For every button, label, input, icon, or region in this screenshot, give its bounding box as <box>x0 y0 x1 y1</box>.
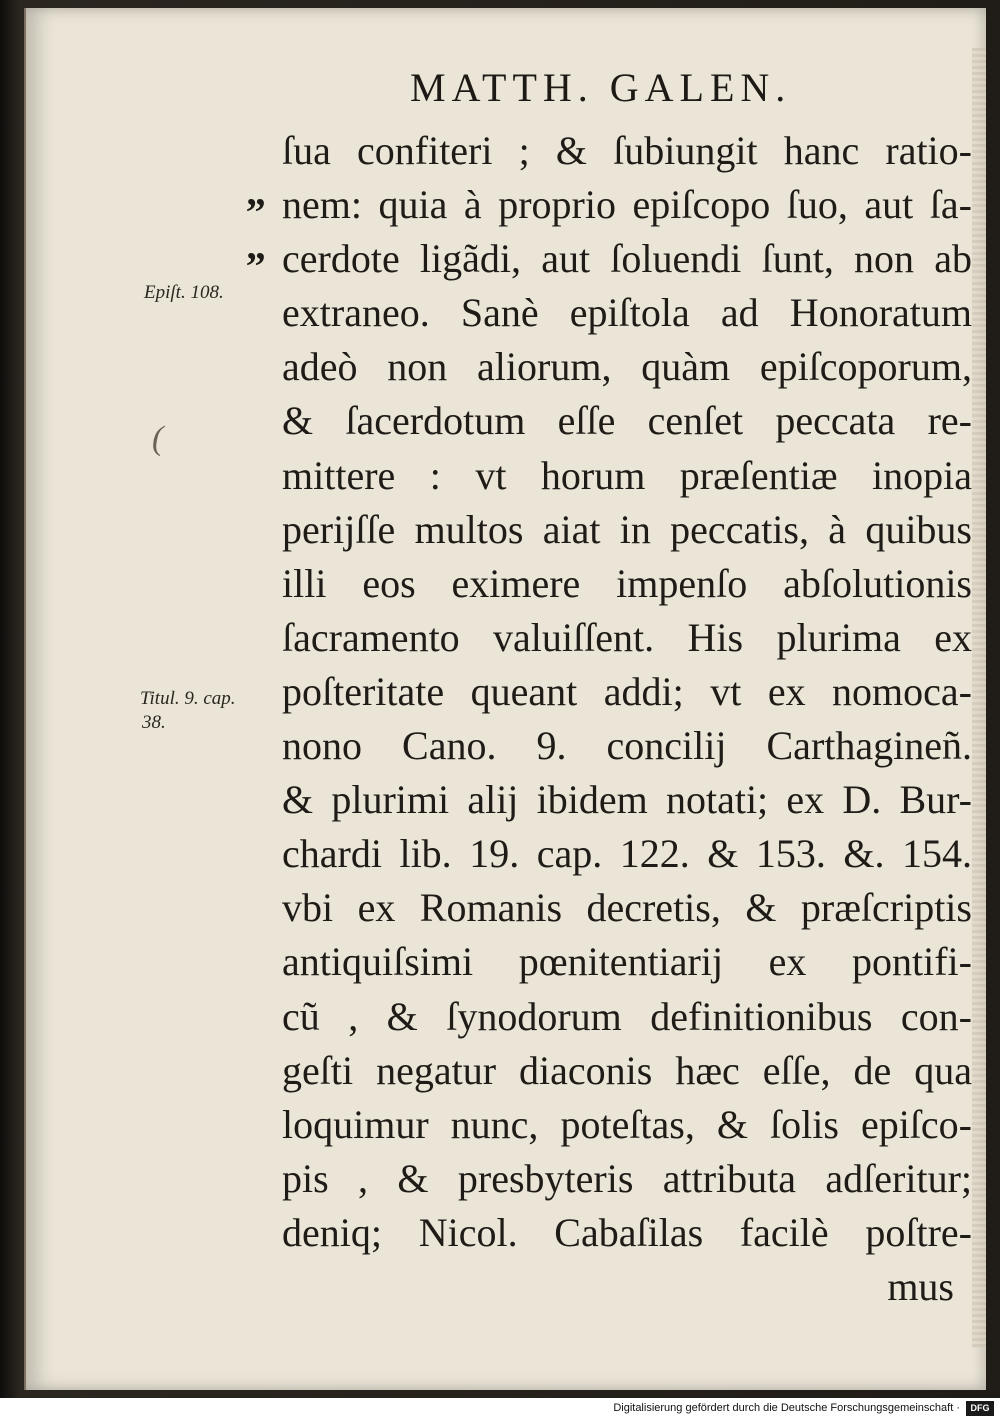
catchword: mus <box>887 1263 954 1309</box>
text-line: loquimur nunc, poteſtas, & ſolis epiſco- <box>282 1101 972 1147</box>
text-line: poſteritate queant addi; vt ex nomoca- <box>282 668 972 714</box>
text-line: vbi ex Romanis decretis, & præſcriptis <box>282 885 972 931</box>
running-head: MATTH. GALEN. <box>410 65 792 110</box>
text-line: extraneo. Sanè epiſtola ad Honoratum <box>282 290 972 336</box>
text-line: geſti negatur diaconis hæc eſſe, de qua <box>282 1047 972 1093</box>
text-line: nono Cano. 9. concilij Carthagineñ. <box>282 723 972 769</box>
margin-note-titulus: Titul. 9. cap. <box>140 688 236 709</box>
text-line: ſua confiteri ; & ſubiungit hanc ratio- <box>282 128 972 173</box>
text-line: chardi lib. 19. cap. 122. & 153. &. 154. <box>282 831 972 877</box>
text-line: adeò non aliorum, quàm epiſcoporum, <box>282 344 972 390</box>
quote-mark: „ <box>246 169 266 214</box>
text-line: cerdote ligãdi, aut ſoluendi ſunt, non ab <box>282 236 972 282</box>
text-line: illi eos eximere impenſo abſolutionis <box>282 560 972 606</box>
text-line: antiquiſsimi pœnitentiarij ex pontifi- <box>282 939 972 985</box>
dfg-logo-icon: DFG <box>966 1401 994 1416</box>
page-edge <box>972 48 986 1348</box>
footer-bar <box>0 1398 1000 1420</box>
text-line: cũ , & ſynodorum definitionibus con- <box>282 993 972 1039</box>
text-line: nem: quia à proprio epiſcopo ſuo, aut ſa- <box>282 182 972 228</box>
body-text <box>282 124 972 1314</box>
text-line: & ſacerdotum eſſe cenſet peccata re- <box>282 398 972 444</box>
margin-note-titulus-number: 38. <box>142 712 166 733</box>
margin-bracket: ( <box>152 420 164 457</box>
text-line: perijſſe multos aiat in peccatis, à quibus <box>282 506 972 552</box>
text-line: mittere : vt horum præſentiæ inopia <box>282 452 972 498</box>
margin-note-epistola: Epiſt. 108. <box>144 282 224 303</box>
text-line: pis , & presbyteris attributa adſeritur; <box>282 1155 972 1201</box>
footer-credit: Digitalisierung gefördert durch die Deutsche Forschungsgemeinschaft · <box>613 1402 960 1414</box>
text-line: ſacramento valuiſſent. His plurima ex <box>282 614 972 660</box>
text-line: & plurimi alij ibidem notati; ex D. Bur- <box>282 777 972 823</box>
text-line: deniq; Nicol. Cabaſilas facilè poſtre- <box>282 1209 972 1255</box>
quote-mark: „ <box>246 223 266 268</box>
